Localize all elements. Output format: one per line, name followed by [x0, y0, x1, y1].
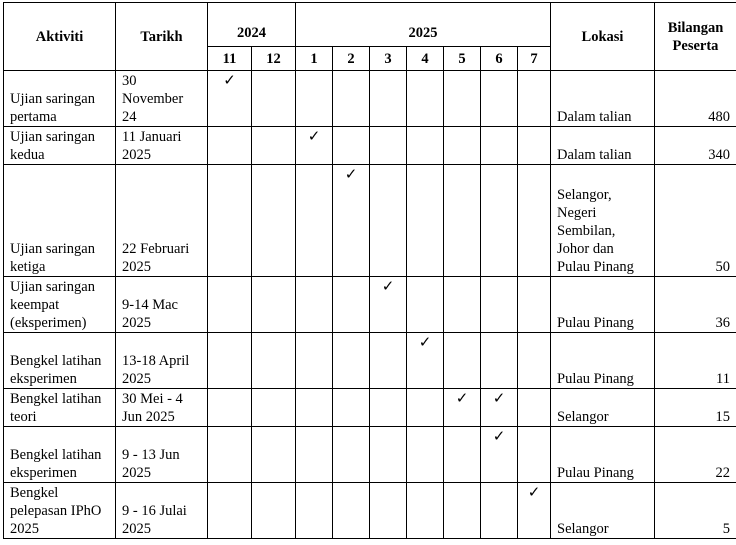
table-row — [4, 165, 736, 277]
activity-cell: Bengkel latihan teori — [4, 389, 116, 427]
header-year-2025: 2025 — [296, 3, 551, 47]
participant-count-cell: 340 — [655, 127, 736, 165]
header-month: 12 — [252, 47, 296, 71]
date-cell: 11 Januari 2025 — [116, 127, 208, 165]
month-cell — [252, 165, 296, 277]
participant-count-cell: 50 — [655, 165, 736, 277]
month-cell — [481, 71, 518, 127]
date-cell: 9 - 13 Jun 2025 — [116, 427, 208, 483]
header-month: 6 — [481, 47, 518, 71]
month-cell — [481, 165, 518, 277]
participant-count-cell: 480 — [655, 71, 736, 127]
month-cell — [252, 127, 296, 165]
check-mark-icon: ✓ — [208, 71, 252, 127]
month-cell — [370, 165, 407, 277]
month-cell — [518, 427, 551, 483]
table-row — [4, 427, 736, 483]
activity-cell: Ujian saringan ketiga — [4, 165, 116, 277]
month-cell — [407, 427, 444, 483]
month-cell — [252, 71, 296, 127]
table-row — [4, 483, 736, 539]
month-cell — [296, 277, 333, 333]
schedule-table — [3, 2, 736, 539]
month-cell — [407, 277, 444, 333]
month-cell — [208, 427, 252, 483]
month-cell — [444, 333, 481, 389]
header-activity: Aktiviti — [4, 3, 116, 71]
month-cell — [333, 427, 370, 483]
month-cell — [252, 277, 296, 333]
month-cell — [518, 389, 551, 427]
month-cell — [370, 71, 407, 127]
date-cell: 30 November 24 — [116, 71, 208, 127]
header-month: 11 — [208, 47, 252, 71]
check-mark-icon: ✓ — [481, 427, 518, 483]
activity-cell: Bengkel latihan eksperimen — [4, 333, 116, 389]
table-row — [4, 277, 736, 333]
header-month: 1 — [296, 47, 333, 71]
header-location: Lokasi — [551, 3, 655, 71]
month-cell — [444, 127, 481, 165]
month-cell — [333, 389, 370, 427]
month-cell — [407, 483, 444, 539]
check-mark-icon: ✓ — [370, 277, 407, 333]
month-cell — [333, 333, 370, 389]
date-cell: 30 Mei - 4 Jun 2025 — [116, 389, 208, 427]
check-mark-icon: ✓ — [296, 127, 333, 165]
month-cell — [252, 333, 296, 389]
check-mark-icon: ✓ — [407, 333, 444, 389]
activity-cell: Ujian saringan pertama — [4, 71, 116, 127]
participant-count-cell: 22 — [655, 427, 736, 483]
month-cell — [296, 333, 333, 389]
month-cell — [481, 333, 518, 389]
month-cell — [518, 165, 551, 277]
header-month: 7 — [518, 47, 551, 71]
month-cell — [370, 389, 407, 427]
check-mark-icon: ✓ — [333, 165, 370, 277]
month-cell — [407, 389, 444, 427]
month-cell — [444, 483, 481, 539]
date-cell: 9-14 Mac 2025 — [116, 277, 208, 333]
month-cell — [208, 165, 252, 277]
participant-count-cell: 36 — [655, 277, 736, 333]
month-cell — [444, 427, 481, 483]
activity-cell: Ujian saringan keempat (eksperimen) — [4, 277, 116, 333]
check-mark-icon: ✓ — [518, 483, 551, 539]
month-cell — [518, 333, 551, 389]
month-cell — [481, 277, 518, 333]
month-cell — [252, 389, 296, 427]
month-cell — [407, 165, 444, 277]
table-body — [4, 71, 736, 539]
participant-count-cell: 11 — [655, 333, 736, 389]
month-cell — [518, 277, 551, 333]
month-cell — [333, 483, 370, 539]
month-cell — [444, 277, 481, 333]
month-cell — [518, 71, 551, 127]
table-row — [4, 333, 736, 389]
participant-count-cell: 15 — [655, 389, 736, 427]
month-cell — [296, 389, 333, 427]
check-mark-icon: ✓ — [481, 389, 518, 427]
location-cell: Selangor, Negeri Sembilan, Johor dan Pulau Pinang — [551, 165, 655, 277]
month-cell — [444, 165, 481, 277]
month-cell — [296, 427, 333, 483]
location-cell: Pulau Pinang — [551, 333, 655, 389]
header-year-2024: 2024 — [208, 3, 296, 47]
header-date: Tarikh — [116, 3, 208, 71]
table-row — [4, 127, 736, 165]
table-row — [4, 389, 736, 427]
month-cell — [208, 277, 252, 333]
month-cell — [208, 389, 252, 427]
location-cell: Dalam talian — [551, 127, 655, 165]
month-cell — [208, 483, 252, 539]
location-cell: Selangor — [551, 389, 655, 427]
month-cell — [296, 71, 333, 127]
month-cell — [370, 127, 407, 165]
month-cell — [252, 483, 296, 539]
month-cell — [370, 427, 407, 483]
header-month: 3 — [370, 47, 407, 71]
activity-cell: Bengkel pelepasan IPhO 2025 — [4, 483, 116, 539]
activity-cell: Bengkel latihan eksperimen — [4, 427, 116, 483]
month-cell — [333, 71, 370, 127]
month-cell — [407, 71, 444, 127]
location-cell: Dalam talian — [551, 71, 655, 127]
date-cell: 22 Februari 2025 — [116, 165, 208, 277]
month-cell — [252, 427, 296, 483]
month-cell — [208, 333, 252, 389]
month-cell — [518, 127, 551, 165]
location-cell: Selangor — [551, 483, 655, 539]
month-cell — [370, 333, 407, 389]
month-cell — [370, 483, 407, 539]
activity-cell: Ujian saringan kedua — [4, 127, 116, 165]
date-cell: 9 - 16 Julai 2025 — [116, 483, 208, 539]
month-cell — [444, 71, 481, 127]
header-month: 4 — [407, 47, 444, 71]
date-cell: 13-18 April 2025 — [116, 333, 208, 389]
month-cell — [481, 483, 518, 539]
location-cell: Pulau Pinang — [551, 427, 655, 483]
header-participants: Bilangan Peserta — [655, 3, 736, 71]
participant-count-cell: 5 — [655, 483, 736, 539]
month-cell — [296, 165, 333, 277]
month-cell — [407, 127, 444, 165]
header-month: 2 — [333, 47, 370, 71]
month-cell — [296, 483, 333, 539]
header-month: 5 — [444, 47, 481, 71]
table-row — [4, 71, 736, 127]
month-cell — [333, 277, 370, 333]
check-mark-icon: ✓ — [444, 389, 481, 427]
month-cell — [481, 127, 518, 165]
month-cell — [208, 127, 252, 165]
month-cell — [333, 127, 370, 165]
location-cell: Pulau Pinang — [551, 277, 655, 333]
